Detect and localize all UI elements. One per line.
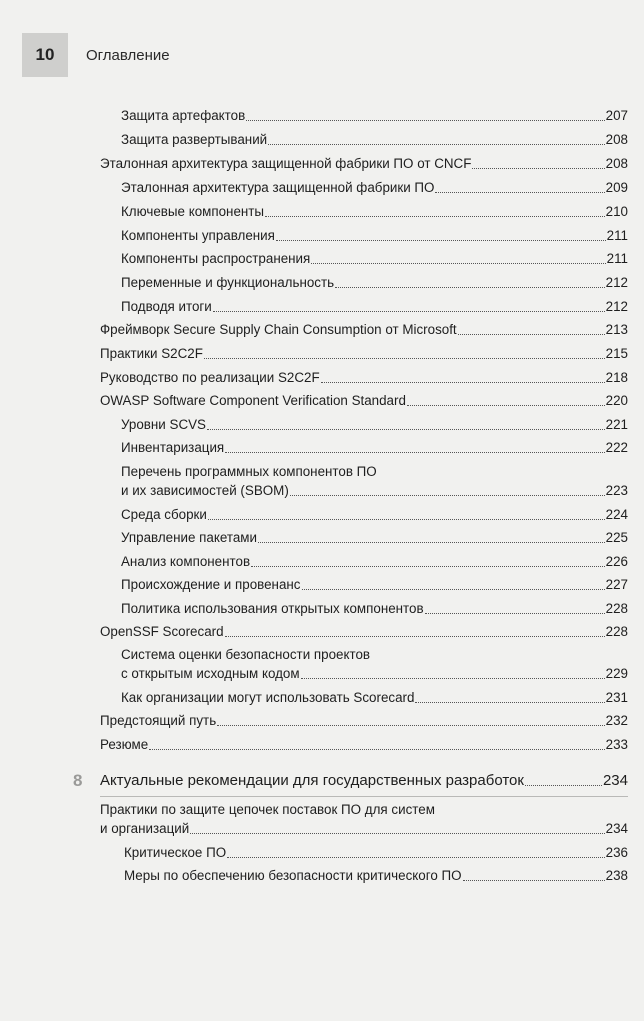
toc-entry: Защита развертываний 208 xyxy=(121,132,628,147)
toc-entry: Происхождение и провенанс 227 xyxy=(121,577,628,592)
toc-entry: Резюме 233 xyxy=(100,737,628,752)
chapter-divider xyxy=(100,796,628,797)
toc-entry: Анализ компонентов 226 xyxy=(121,554,628,569)
toc-entry: Инвентаризация 222 xyxy=(121,440,628,455)
page-number: 10 xyxy=(35,45,55,64)
toc-entry: OWASP Software Component Verification Standard 220 xyxy=(100,393,628,408)
toc-entry: Компоненты управления 211 xyxy=(121,228,628,243)
toc-entry: Система оценки безопасности проектов с открытым исходным кодом 229 xyxy=(121,647,628,681)
page-number-box xyxy=(22,33,68,77)
toc-entry: Как организации могут использовать Scorecard 231 xyxy=(121,690,628,705)
toc-entry: Подводя итоги 212 xyxy=(121,299,628,314)
toc-entry: Управление пакетами 225 xyxy=(121,530,628,545)
toc-entry: Эталонная архитектура защищенной фабрики ПО 209 xyxy=(121,180,628,195)
toc-entry: Перечень программных компонентов ПО и их зависимостей (SBOM) 223 xyxy=(121,464,628,498)
toc-entry: OpenSSF Scorecard 228 xyxy=(100,624,628,639)
toc-entry: Предстоящий путь 232 xyxy=(100,713,628,728)
toc-entry: Эталонная архитектура защищенной фабрики ПО от CNCF 208 xyxy=(100,156,628,171)
running-head: Оглавление xyxy=(86,47,170,64)
toc-entry: Критическое ПО 236 xyxy=(124,845,628,860)
toc-entry: Переменные и функциональность 212 xyxy=(121,275,628,290)
toc-entry: Политика использования открытых компонентов 228 xyxy=(121,601,628,616)
toc-entry: Руководство по реализации S2C2F 218 xyxy=(100,370,628,385)
toc-entry: Компоненты распространения 211 xyxy=(121,251,628,266)
toc-entry: Практики S2C2F 215 xyxy=(100,346,628,361)
toc-entry: Меры по обеспечению безопасности критического ПО 238 xyxy=(124,868,628,883)
toc-entry: Ключевые компоненты 210 xyxy=(121,204,628,219)
toc-entry: Защита артефактов 207 xyxy=(121,108,628,123)
chapter-number: 8 xyxy=(73,771,83,790)
toc-chapter-entry: Актуальные рекомендации для государственных разработок 234 xyxy=(100,772,628,789)
toc-entry: Среда сборки 224 xyxy=(121,507,628,522)
toc-entry: Фреймворк Secure Supply Chain Consumption от Microsoft 213 xyxy=(100,322,628,337)
toc-entry: Практики по защите цепочек поставок ПО для систем и организаций 234 xyxy=(100,802,628,836)
toc-entry: Уровни SCVS 221 xyxy=(121,417,628,432)
